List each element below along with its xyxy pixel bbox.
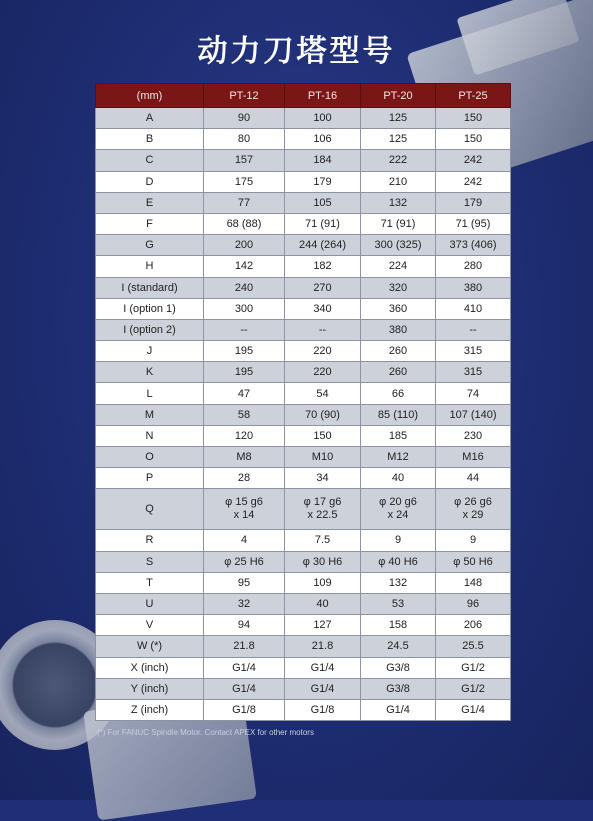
row-label: P [96,468,204,489]
table-cell: 373 (406) [436,235,511,256]
table-cell: G1/8 [204,699,285,720]
table-cell: M16 [436,447,511,468]
row-label: B [96,129,204,150]
table-cell: 224 [361,256,436,277]
table-cell: 260 [361,362,436,383]
spec-table [95,83,511,721]
table-cell: 70 (90) [285,404,361,425]
row-label: R [96,530,204,551]
table-row [96,256,511,277]
table-cell: 96 [436,593,511,614]
table-cell: -- [436,319,511,340]
row-label: K [96,362,204,383]
table-cell: G1/4 [285,657,361,678]
table-cell: 74 [436,383,511,404]
table-cell: 182 [285,256,361,277]
table-cell: 54 [285,383,361,404]
table-cell: 195 [204,362,285,383]
table-cell: 157 [204,150,285,171]
table-row [96,404,511,425]
table-row [96,636,511,657]
table-cell: 105 [285,192,361,213]
table-cell: 125 [361,129,436,150]
table-row [96,593,511,614]
header-pt-20: PT-20 [361,84,436,108]
table-cell: φ 17 g6 x 22.5 [285,489,361,530]
table-cell: 40 [285,593,361,614]
table-cell: 280 [436,256,511,277]
table-cell: 24.5 [361,636,436,657]
table-cell: G1/4 [285,678,361,699]
table-cell: 195 [204,341,285,362]
table-row [96,277,511,298]
table-row [96,213,511,234]
table-cell: 179 [285,171,361,192]
table-row [96,235,511,256]
table-row [96,383,511,404]
header-pt-16: PT-16 [285,84,361,108]
table-cell: 142 [204,256,285,277]
table-cell: 7.5 [285,530,361,551]
table-cell: 21.8 [285,636,361,657]
table-cell: 120 [204,425,285,446]
table-cell: 80 [204,129,285,150]
row-label: V [96,615,204,636]
table-cell: 9 [361,530,436,551]
table-cell: 127 [285,615,361,636]
table-cell: 95 [204,572,285,593]
row-label: Q [96,489,204,530]
row-label: W (*) [96,636,204,657]
table-cell: 410 [436,298,511,319]
table-cell: 32 [204,593,285,614]
table-cell: 106 [285,129,361,150]
table-cell: 158 [361,615,436,636]
table-cell: 230 [436,425,511,446]
table-cell: 242 [436,171,511,192]
row-label: I (option 2) [96,319,204,340]
row-label: E [96,192,204,213]
table-cell: M12 [361,447,436,468]
table-cell: 380 [436,277,511,298]
table-cell: -- [204,319,285,340]
table-row [96,572,511,593]
table-cell: 125 [361,108,436,129]
table-cell: 340 [285,298,361,319]
table-cell: 132 [361,192,436,213]
row-label: D [96,171,204,192]
table-cell: 21.8 [204,636,285,657]
table-cell: 150 [436,129,511,150]
table-cell: 85 (110) [361,404,436,425]
row-label: I (standard) [96,277,204,298]
table-cell: 53 [361,593,436,614]
table-row [96,447,511,468]
table-cell: 240 [204,277,285,298]
table-cell: 200 [204,235,285,256]
table-cell: φ 30 H6 [285,551,361,572]
table-cell: 94 [204,615,285,636]
table-cell: 44 [436,468,511,489]
table-cell: -- [285,319,361,340]
table-cell: 4 [204,530,285,551]
table-cell: 184 [285,150,361,171]
table-cell: φ 40 H6 [361,551,436,572]
table-cell: 300 (325) [361,235,436,256]
table-cell: 300 [204,298,285,319]
row-label: I (option 1) [96,298,204,319]
table-cell: 132 [361,572,436,593]
table-body [96,108,511,721]
row-label: J [96,341,204,362]
table-row [96,362,511,383]
table-cell: 244 (264) [285,235,361,256]
table-cell: 360 [361,298,436,319]
table-cell: 206 [436,615,511,636]
table-cell: G3/8 [361,657,436,678]
row-label: T [96,572,204,593]
row-label: C [96,150,204,171]
table-cell: φ 15 g6 x 14 [204,489,285,530]
row-label: Y (inch) [96,678,204,699]
row-label: H [96,256,204,277]
table-cell: 71 (91) [285,213,361,234]
table-cell: φ 20 g6 x 24 [361,489,436,530]
table-cell: G1/4 [204,657,285,678]
row-label: F [96,213,204,234]
table-cell: 9 [436,530,511,551]
table-cell: 100 [285,108,361,129]
row-label: Z (inch) [96,699,204,720]
table-cell: 90 [204,108,285,129]
table-cell: G1/8 [285,699,361,720]
table-row [96,298,511,319]
table-cell: 222 [361,150,436,171]
row-label: U [96,593,204,614]
table-cell: 175 [204,171,285,192]
table-cell: 77 [204,192,285,213]
table-cell: 148 [436,572,511,593]
footnote: (*) For FANUC Spindle Motor. Contact APEX for other motors [97,728,314,737]
header-pt-12: PT-12 [204,84,285,108]
table-row [96,341,511,362]
table-row [96,150,511,171]
table-cell: G1/4 [204,678,285,699]
table-cell: 320 [361,277,436,298]
table-cell: 107 (140) [436,404,511,425]
table-row [96,192,511,213]
table-cell: 47 [204,383,285,404]
table-cell: 380 [361,319,436,340]
table-cell: 150 [285,425,361,446]
table-cell: 185 [361,425,436,446]
table-row [96,615,511,636]
table-cell: 40 [361,468,436,489]
table-cell: 150 [436,108,511,129]
table-cell: G1/2 [436,657,511,678]
table-cell: 220 [285,341,361,362]
table-cell: M8 [204,447,285,468]
table-cell: 71 (91) [361,213,436,234]
header-unit: (mm) [96,84,204,108]
table-row [96,129,511,150]
table-row [96,657,511,678]
table-cell: G1/2 [436,678,511,699]
row-label: O [96,447,204,468]
table-cell: 315 [436,341,511,362]
row-label: A [96,108,204,129]
table-cell: 66 [361,383,436,404]
table-row [96,678,511,699]
row-label: G [96,235,204,256]
table-cell: G3/8 [361,678,436,699]
table-cell: 71 (95) [436,213,511,234]
table-cell: φ 50 H6 [436,551,511,572]
table-cell: φ 26 g6 x 29 [436,489,511,530]
table-cell: 210 [361,171,436,192]
table-row [96,489,511,530]
table-row [96,108,511,129]
table-cell: 25.5 [436,636,511,657]
table-cell: 179 [436,192,511,213]
row-label: S [96,551,204,572]
table-cell: 220 [285,362,361,383]
table-cell: 315 [436,362,511,383]
table-cell: 28 [204,468,285,489]
table-header-row [96,84,511,108]
table-row [96,425,511,446]
table-row [96,699,511,720]
header-pt-25: PT-25 [436,84,511,108]
table-cell: 260 [361,341,436,362]
table-cell: 68 (88) [204,213,285,234]
page-title: 动力刀塔型号 [197,34,396,69]
row-label: L [96,383,204,404]
row-label: M [96,404,204,425]
table-row [96,468,511,489]
table-cell: 58 [204,404,285,425]
table-cell: G1/4 [361,699,436,720]
table-cell: 242 [436,150,511,171]
table-row [96,530,511,551]
row-label: N [96,425,204,446]
table-cell: M10 [285,447,361,468]
table-cell: 34 [285,468,361,489]
row-label: X (inch) [96,657,204,678]
table-cell: 270 [285,277,361,298]
table-row [96,171,511,192]
table-cell: G1/4 [436,699,511,720]
table-cell: φ 25 H6 [204,551,285,572]
table-row [96,319,511,340]
table-cell: 109 [285,572,361,593]
table-row [96,551,511,572]
